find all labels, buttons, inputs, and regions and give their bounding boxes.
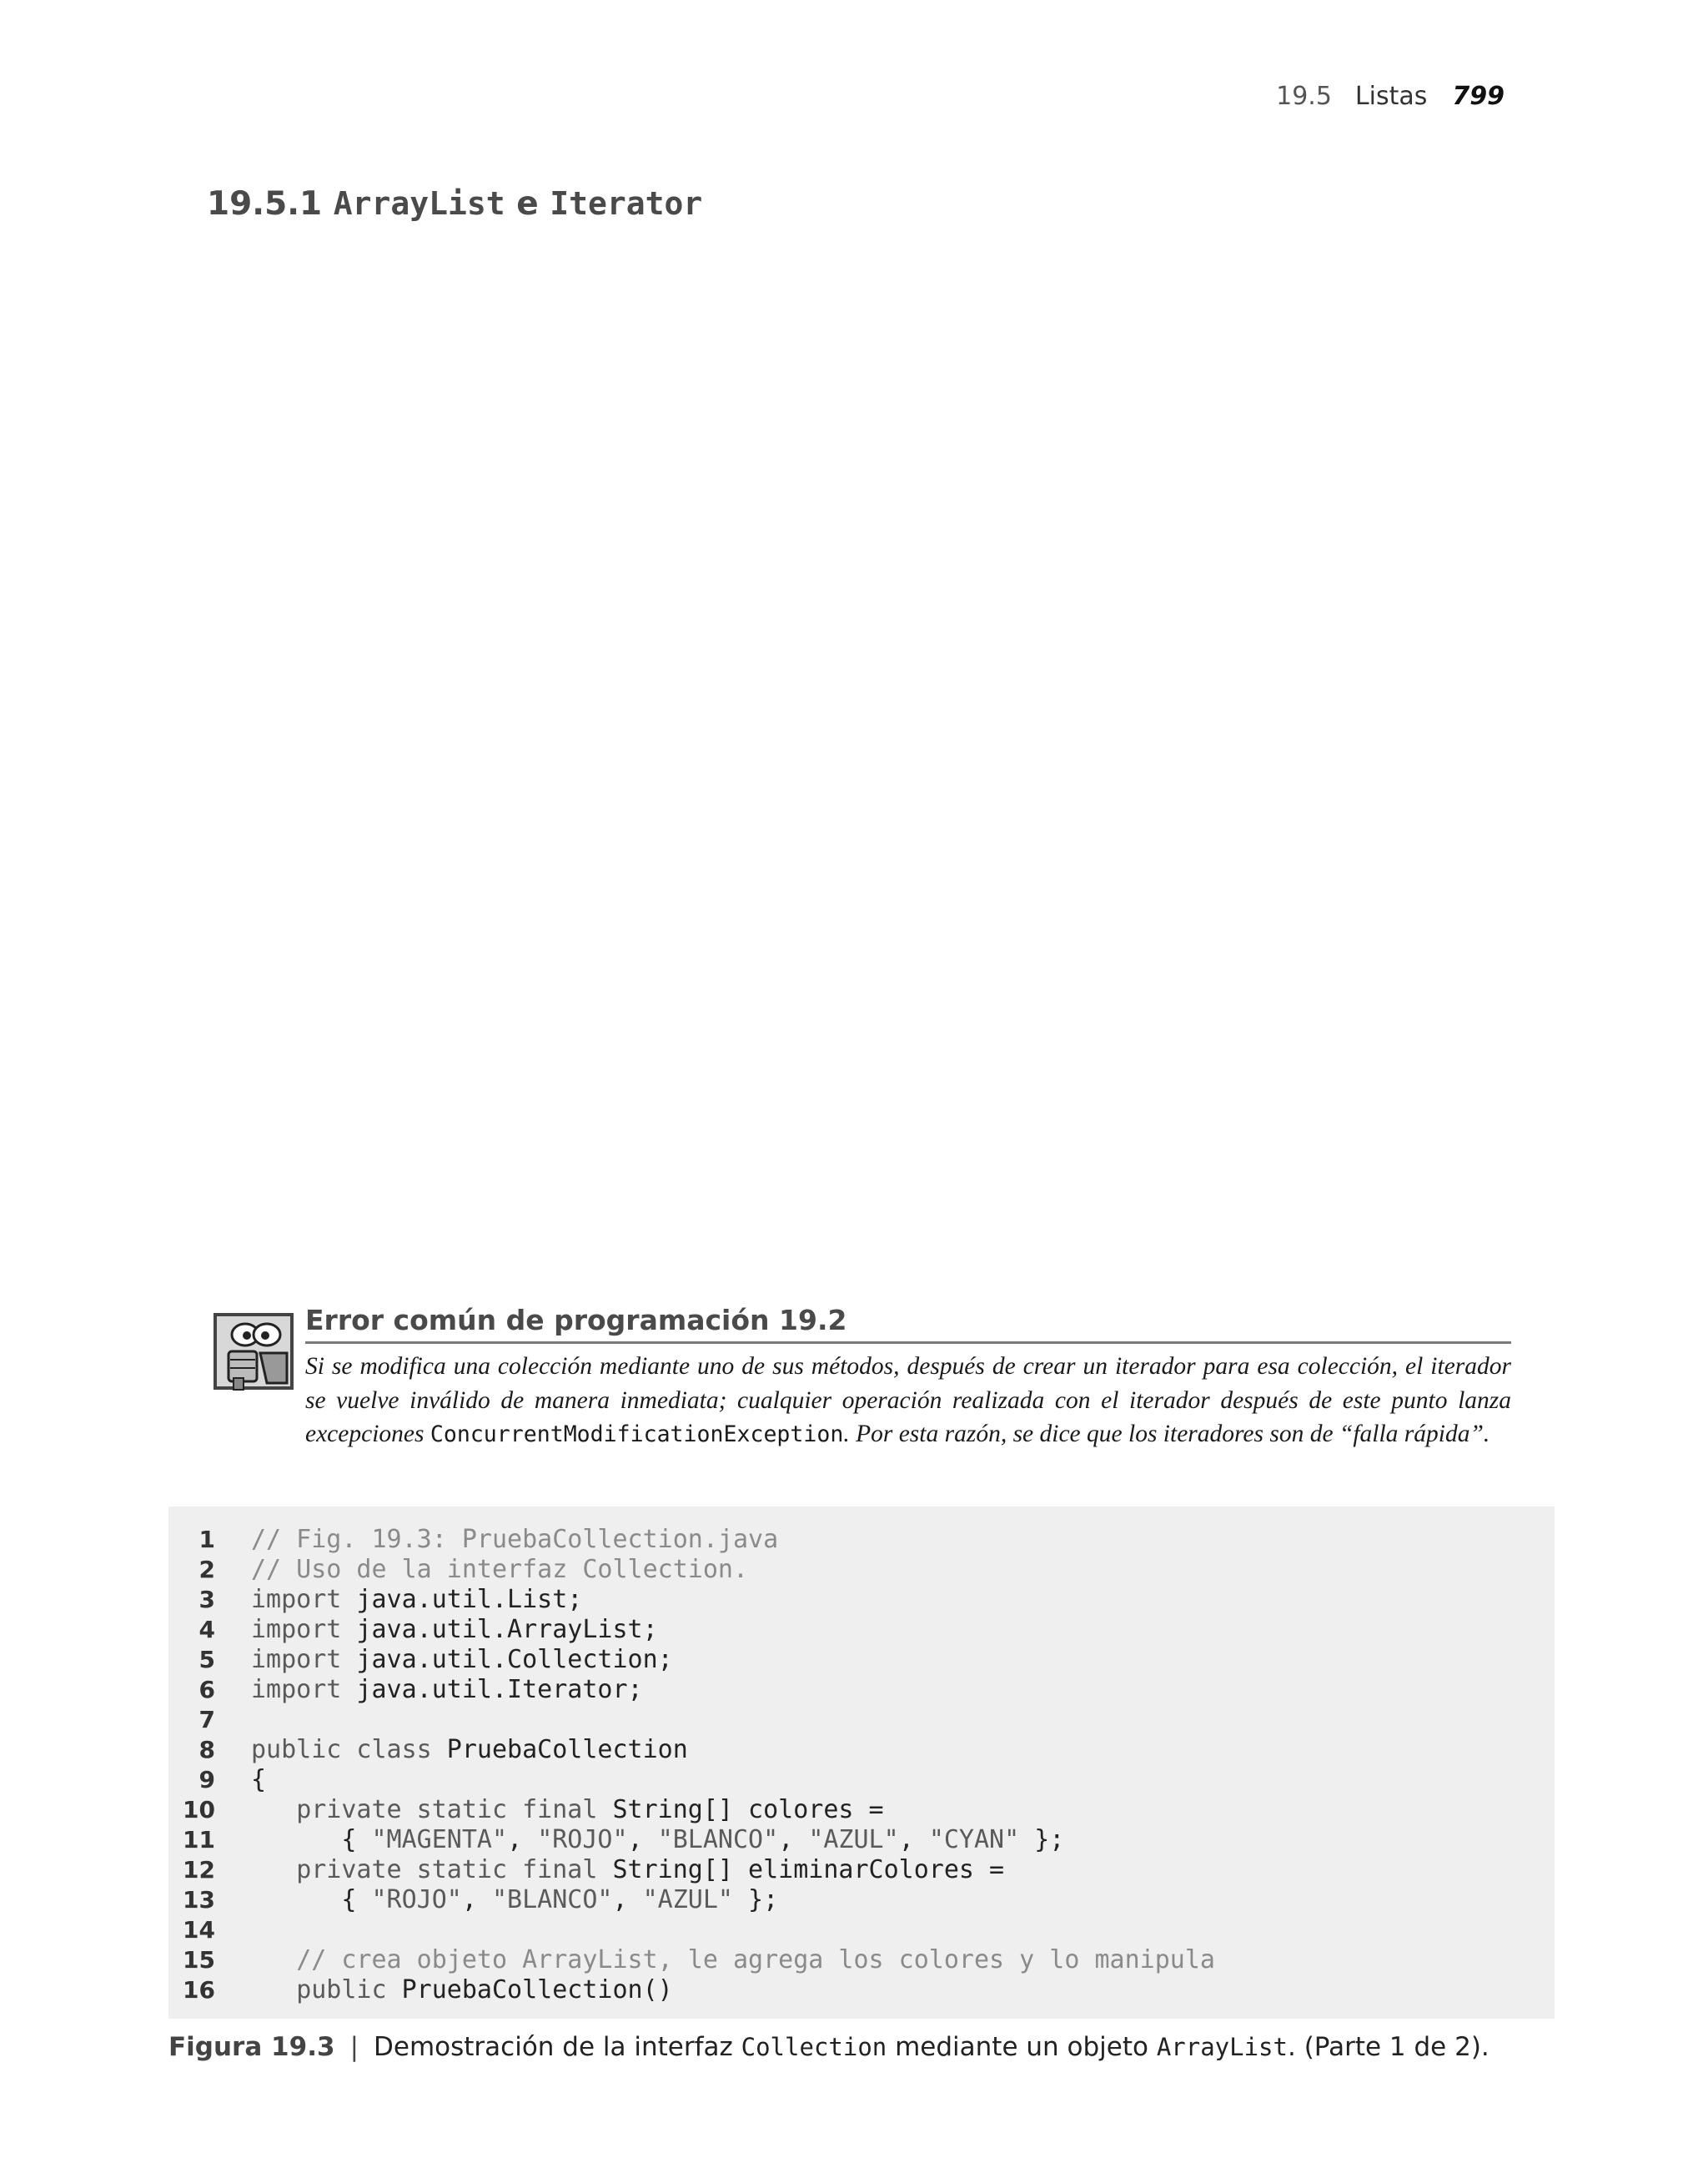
code-line xyxy=(168,1825,1064,1855)
code-text: { "ROJO", "BLANCO", "AZUL" }; xyxy=(251,1885,779,1914)
section-heading xyxy=(207,185,702,223)
thumbs-down-bug-icon xyxy=(214,1310,297,1393)
code-line xyxy=(168,1945,1215,1975)
error-box xyxy=(208,1300,1511,1450)
running-head-section: 19.5 xyxy=(1276,82,1332,111)
error-text-part-1: Si se modifica una colección mediante uno de sus métodos, después de crear un iterador para esa colección, el iterador se vuelve inválido de manera inmediata; cualquier operación realizada con el iterador después de este punto lanza excepciones xyxy=(305,1353,1511,1448)
code-text: // Uso de la interfaz Collection. xyxy=(251,1555,749,1584)
line-number: 2 xyxy=(198,1556,215,1583)
code-text: private static final String[] eliminarColores = xyxy=(296,1855,1005,1884)
figure-caption xyxy=(168,2032,1489,2062)
caption-separator: | xyxy=(349,2032,359,2062)
line-number: 14 xyxy=(183,1916,215,1944)
code-line xyxy=(168,1855,1004,1885)
error-text-part-2: . Por esta razón, se dice que los iteradores son de “falla rápida”. xyxy=(843,1421,1490,1448)
code-text: // Fig. 19.3: PruebaCollection.java xyxy=(251,1525,779,1554)
code-line xyxy=(168,1585,582,1615)
line-number: 11 xyxy=(183,1826,215,1854)
code-line xyxy=(168,1645,673,1675)
line-number: 1 xyxy=(198,1526,215,1553)
heading-word-1: ArrayList xyxy=(333,185,505,222)
running-head xyxy=(1276,82,1505,111)
line-number: 12 xyxy=(183,1856,215,1884)
code-line xyxy=(168,1885,778,1915)
code-listing xyxy=(168,1506,1555,2019)
line-number: 8 xyxy=(198,1736,215,1763)
figure-label: Figura 19.3 xyxy=(168,2032,335,2062)
line-number: 13 xyxy=(183,1886,215,1914)
caption-text-1: Demostración de la interfaz xyxy=(374,2032,741,2062)
heading-word-2: Iterator xyxy=(550,185,703,222)
heading-conj: e xyxy=(516,185,539,223)
line-number: 5 xyxy=(198,1646,215,1673)
caption-text-2: mediante un objeto xyxy=(887,2032,1157,2062)
error-text-code: ConcurrentModificationException xyxy=(430,1421,844,1448)
code-line xyxy=(168,1705,251,1735)
code-text: public PruebaCollection() xyxy=(296,1975,673,2004)
line-number: 7 xyxy=(198,1706,215,1733)
line-number: 3 xyxy=(198,1586,215,1613)
code-text: import java.util.Iterator; xyxy=(251,1675,643,1704)
line-number: 10 xyxy=(183,1796,215,1823)
code-line xyxy=(168,1525,778,1555)
code-line xyxy=(168,1675,643,1705)
code-text: public class PruebaCollection xyxy=(251,1735,688,1764)
code-line xyxy=(168,1615,658,1645)
code-text: // crea objeto ArrayList, le agrega los colores y lo manipula xyxy=(296,1945,1215,1974)
code-text: { "MAGENTA", "ROJO", "BLANCO", "AZUL", "CYAN" }; xyxy=(251,1825,1065,1854)
error-text xyxy=(305,1350,1511,1452)
running-head-title: Listas xyxy=(1354,82,1428,111)
line-number: 16 xyxy=(183,1976,215,2004)
section-number: 19.5.1 xyxy=(207,185,323,223)
line-number: 6 xyxy=(198,1676,215,1703)
code-line xyxy=(168,1765,266,1795)
line-number: 9 xyxy=(198,1766,215,1793)
error-title: Error común de programación 19.2 xyxy=(305,1300,1511,1344)
code-line xyxy=(168,1975,673,2005)
page-number: 799 xyxy=(1452,82,1505,111)
line-number: 15 xyxy=(183,1946,215,1974)
caption-text-3: . (Parte 1 de 2). xyxy=(1287,2032,1489,2062)
line-number: 4 xyxy=(198,1616,215,1643)
code-text: private static final String[] colores = xyxy=(296,1795,884,1824)
code-line xyxy=(168,1795,884,1825)
caption-code-2: ArrayList xyxy=(1156,2033,1288,2061)
code-text: import java.util.List; xyxy=(251,1585,583,1614)
code-line xyxy=(168,1735,688,1765)
code-line xyxy=(168,1915,251,1945)
code-text: { xyxy=(251,1765,267,1794)
code-text: import java.util.ArrayList; xyxy=(251,1615,658,1644)
caption-code-1: Collection xyxy=(741,2033,887,2061)
code-line xyxy=(168,1555,748,1585)
code-text: import java.util.Collection; xyxy=(251,1645,673,1674)
